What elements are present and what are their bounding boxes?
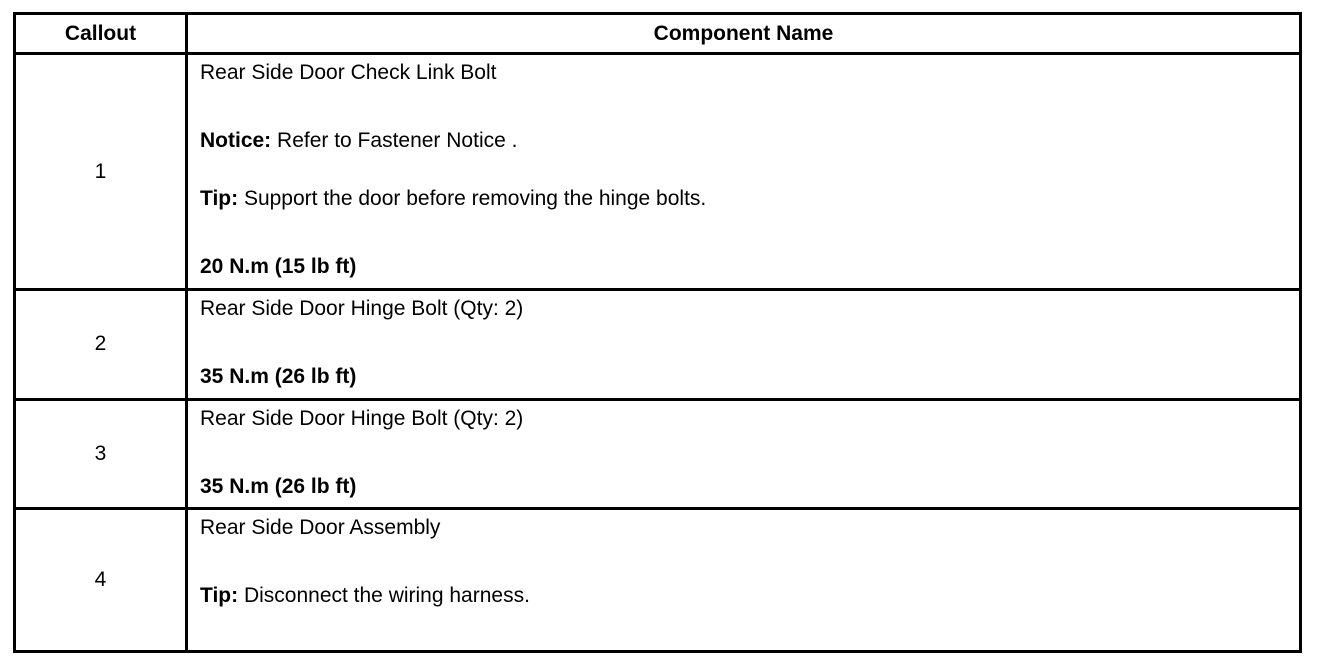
tip-label: Tip: xyxy=(200,584,239,608)
table-header xyxy=(15,14,1301,54)
torque-spec: 35 N.m (26 lb ft) xyxy=(200,474,357,498)
callout-number: 2 xyxy=(15,290,187,400)
tip-label: Tip: xyxy=(200,187,239,210)
component-name-column-header: Component Name xyxy=(187,14,1301,54)
component-name: Rear Side Door Hinge Bolt (Qty: 2) xyxy=(200,297,524,321)
torque-spec: 35 N.m (26 lb ft) xyxy=(200,365,357,389)
table-row xyxy=(15,54,1301,290)
table-row xyxy=(15,290,1301,400)
table-body xyxy=(15,54,1301,652)
component-cell xyxy=(187,290,1301,400)
callout-number: 3 xyxy=(15,399,187,509)
component-name: Rear Side Door Check Link Bolt xyxy=(200,61,497,84)
tip-line xyxy=(200,187,706,211)
component-cell xyxy=(187,509,1301,652)
header-row xyxy=(15,14,1301,54)
callout-number: 1 xyxy=(15,54,187,290)
component-name: Rear Side Door Hinge Bolt (Qty: 2) xyxy=(200,406,524,430)
tip-text: Support the door before removing the hinge bolts. xyxy=(238,187,707,210)
tip-line xyxy=(200,584,530,608)
callout-column-header: Callout xyxy=(15,14,187,54)
callout-number: 4 xyxy=(15,509,187,652)
notice-text: Refer to Fastener Notice . xyxy=(271,129,518,152)
component-cell-content xyxy=(194,291,1299,394)
table-row xyxy=(15,399,1301,509)
component-table xyxy=(13,12,1302,653)
component-cell xyxy=(187,399,1301,509)
component-cell-content xyxy=(194,401,1299,504)
torque-spec: 20 N.m (15 lb ft) xyxy=(200,255,357,278)
component-cell-content xyxy=(194,510,1299,646)
component-name: Rear Side Door Assembly xyxy=(200,516,441,540)
component-cell-content xyxy=(194,55,1299,284)
tip-text: Disconnect the wiring harness. xyxy=(238,584,530,608)
table-row xyxy=(15,509,1301,652)
notice-label: Notice: xyxy=(200,129,272,152)
component-cell xyxy=(187,54,1301,290)
notice-line xyxy=(200,129,517,153)
